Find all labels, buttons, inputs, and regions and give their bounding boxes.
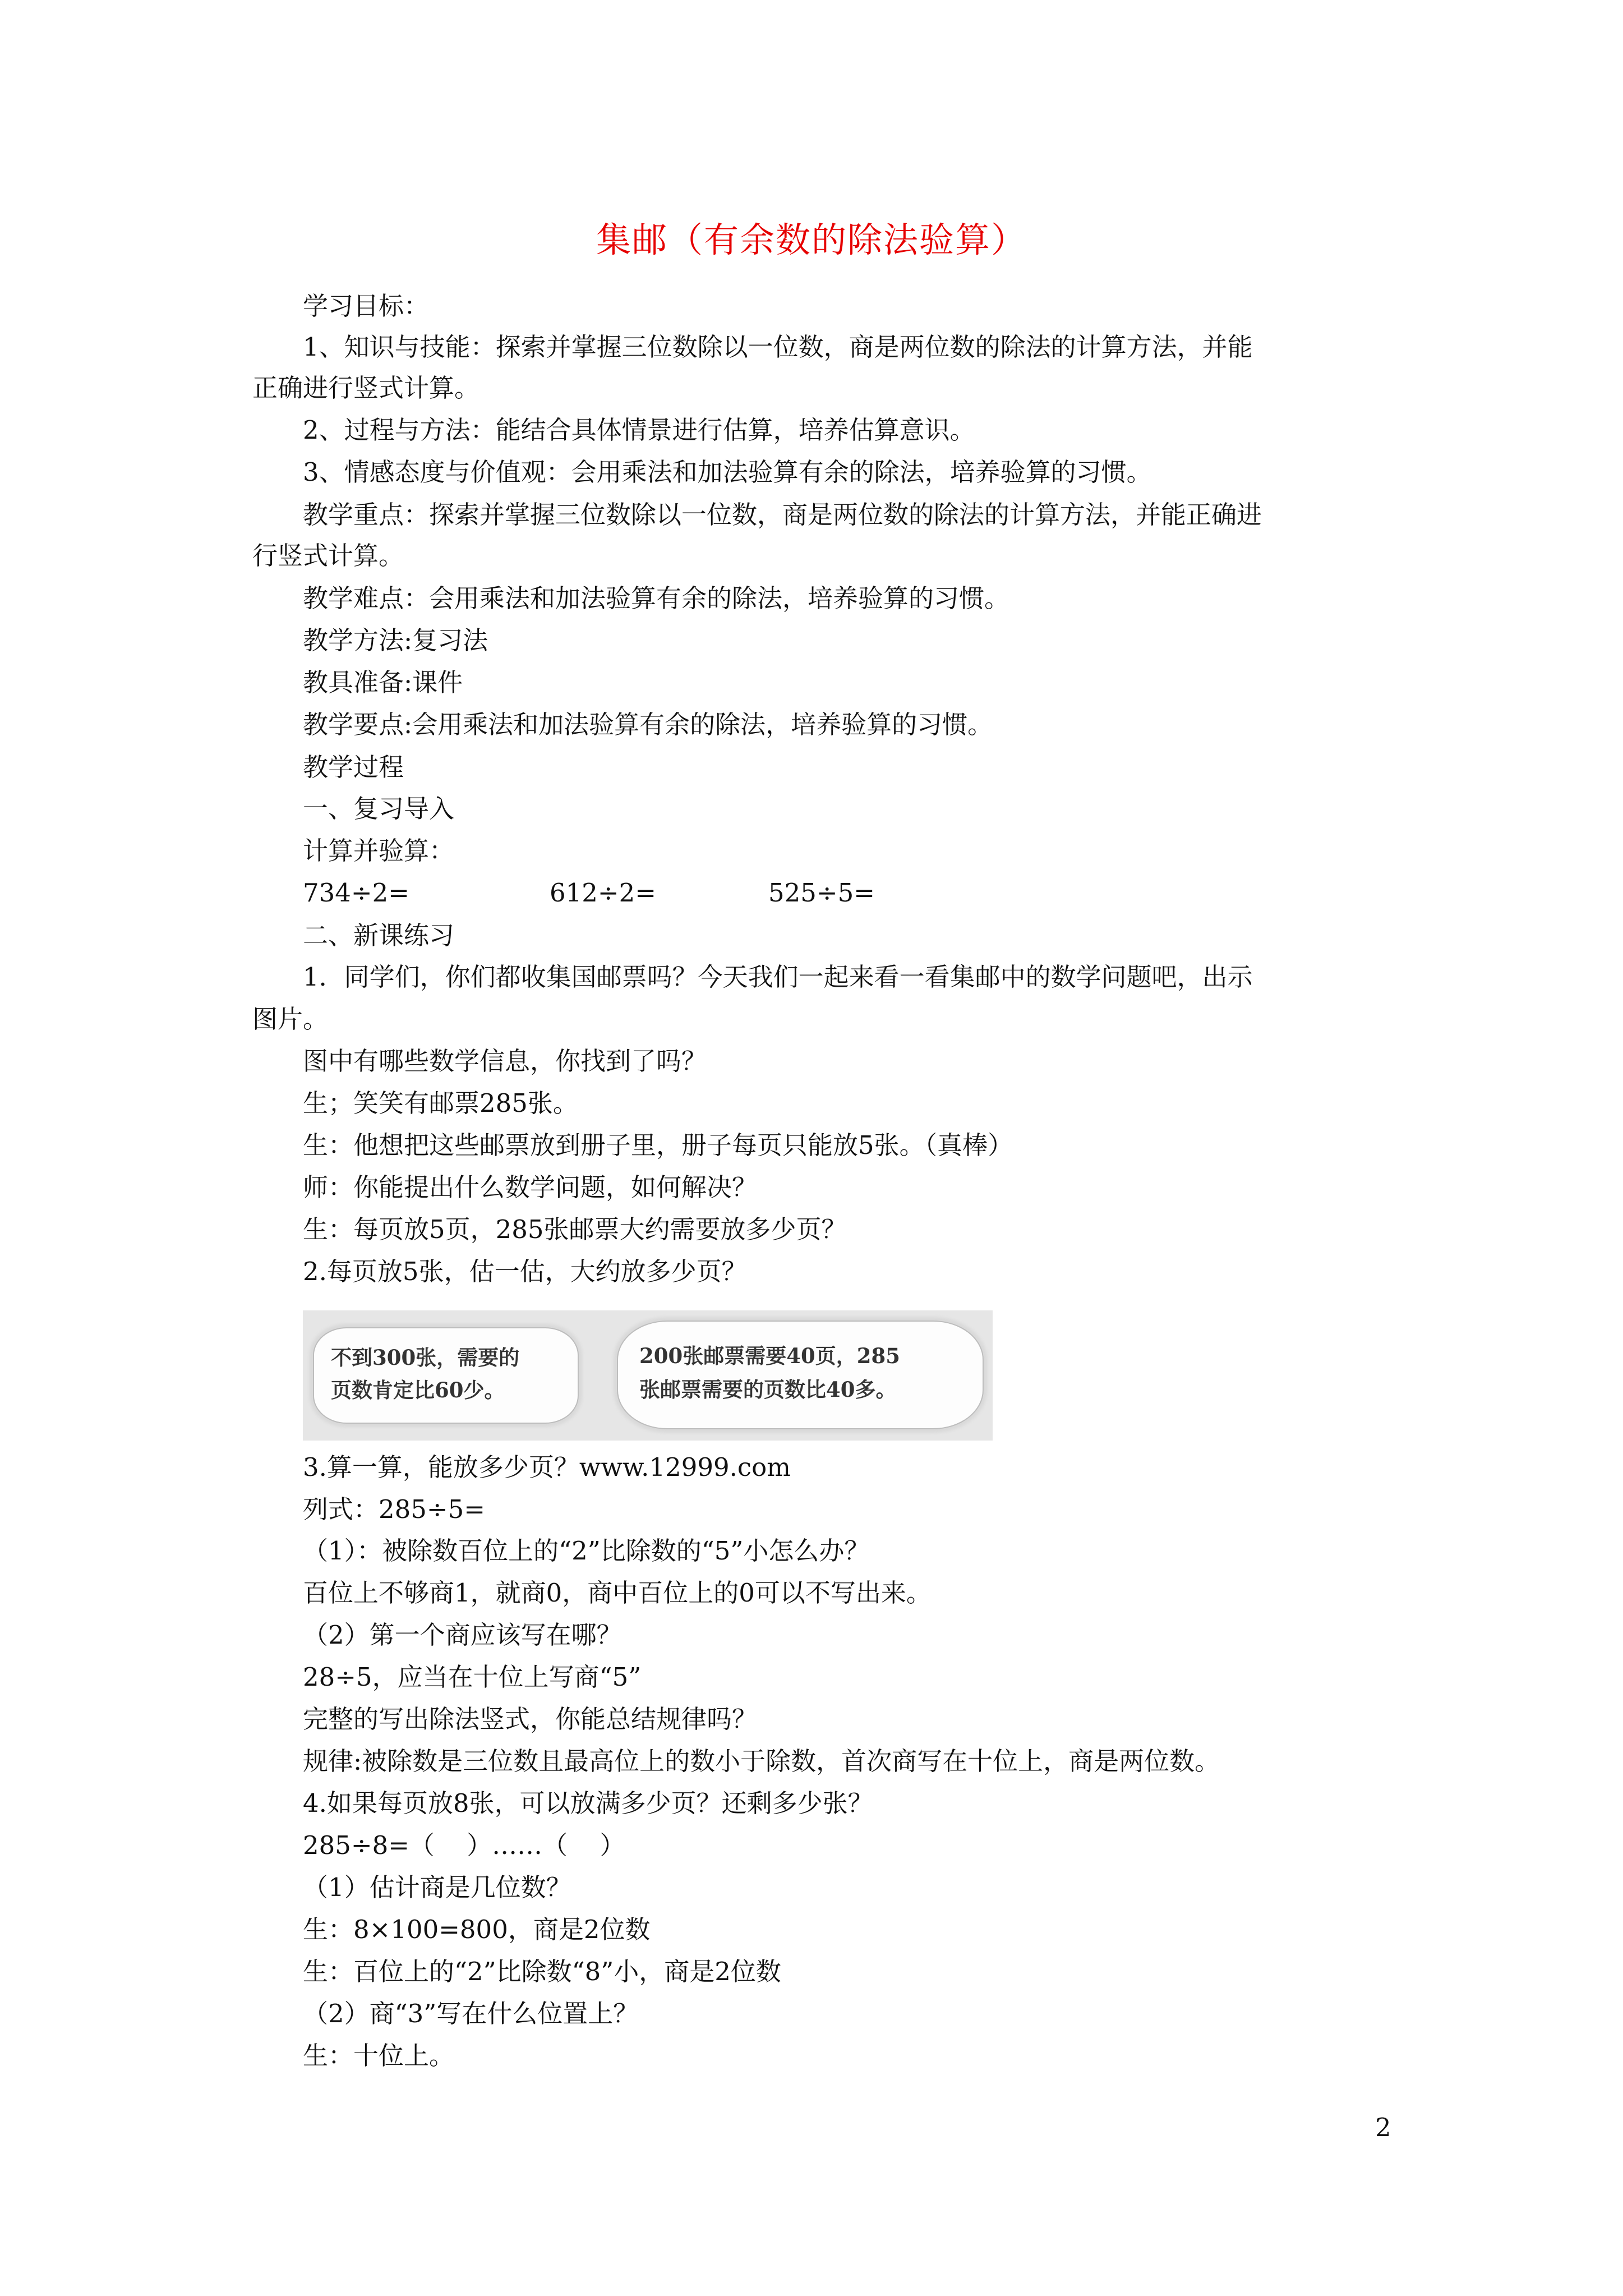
bubble-text: 页数肯定比60少。 xyxy=(331,1378,505,1402)
text-line: 生：十位上。 xyxy=(303,2041,455,2070)
text-line: 285÷8=（ ）……（ ） xyxy=(303,1830,625,1860)
text-line: 生；笑笑有邮票285张。 xyxy=(303,1088,578,1118)
text-line: 2.每页放5张，估一估，大约放多少页？ xyxy=(303,1257,747,1286)
text-line: 生：8×100=800，商是2位数 xyxy=(303,1915,651,1944)
text-line: 教学方法:复习法 xyxy=(303,625,488,655)
text-line: 4.如果每页放8张，可以放满多少页？还剩多少张？ xyxy=(303,1788,873,1818)
text-line: 学习目标： xyxy=(303,291,430,321)
bubble-text: 不到300张，需要的 xyxy=(331,1345,520,1370)
bubble-text: 张邮票需要的页数比40多。 xyxy=(639,1377,897,1402)
text-line: 1、知识与技能：探索并掌握三位数除以一位数，商是两位数的除法的计算方法，并能 xyxy=(303,332,1253,362)
text-line: 列式：285÷5= xyxy=(303,1494,485,1524)
page-title: 集邮（有余数的除法验算） xyxy=(596,219,1027,260)
text-line: 正确进行竖式计算。 xyxy=(252,373,480,403)
text-line: 计算并验算： xyxy=(303,836,455,866)
text-line: 师：你能提出什么数学问题，如何解决？ xyxy=(303,1172,758,1202)
exercise-item: 734÷2= xyxy=(303,878,409,908)
text-line: （2）商“3”写在什么位置上？ xyxy=(303,1999,639,2028)
bubble-text: 200张邮票需要40页，285 xyxy=(639,1343,900,1368)
text-line: 28÷5，应当在十位上写商“5” xyxy=(303,1662,642,1692)
text-line: 教学重点：探索并掌握三位数除以一位数，商是两位数的除法的计算方法，并能正确进 xyxy=(303,500,1262,530)
speech-bubbles-image xyxy=(303,1310,993,1441)
text-line: 二、新课练习 xyxy=(303,921,455,950)
text-line: （1）：被除数百位上的“2”比除数的“5”小怎么办？ xyxy=(303,1536,870,1566)
text-line: 图中有哪些数学信息，你找到了吗？ xyxy=(303,1046,707,1076)
text-line: 百位上不够商1，就商0，商中百位上的0可以不写出来。 xyxy=(303,1578,932,1608)
exercise-item: 612÷2= xyxy=(550,878,656,908)
text-line: 教具准备:课件 xyxy=(303,668,463,697)
exercise-item: 525÷5= xyxy=(768,878,875,908)
text-line: 3、情感态度与价值观：会用乘法和加法验算有余的除法，培养验算的习惯。 xyxy=(303,457,1152,487)
text-line: （1）估计商是几位数？ xyxy=(303,1872,571,1902)
text-line: （2）第一个商应该写在哪？ xyxy=(303,1620,622,1650)
text-line: 3.算一算，能放多少页？www.12999.com xyxy=(303,1452,791,1482)
text-line: 2、过程与方法：能结合具体情景进行估算，培养估算意识。 xyxy=(303,415,975,445)
text-line: 生：每页放5页，285张邮票大约需要放多少页？ xyxy=(303,1214,847,1244)
text-line: 生：他想把这些邮票放到册子里，册子每页只能放5张。（真棒） xyxy=(303,1130,1013,1160)
text-line: 教学难点：会用乘法和加法验算有余的除法，培养验算的习惯。 xyxy=(303,583,1010,613)
text-line: 规律:被除数是三位数且最高位上的数小于除数，首次商写在十位上，商是两位数。 xyxy=(303,1746,1220,1776)
text-line: 1．同学们，你们都收集国邮票吗？今天我们一起来看一看集邮中的数学问题吧，出示 xyxy=(303,962,1253,992)
text-line: 图片。 xyxy=(252,1004,329,1034)
text-line: 生：百位上的“2”比除数“8”小，商是2位数 xyxy=(303,1957,781,1986)
text-line: 完整的写出除法竖式，你能总结规律吗？ xyxy=(303,1704,758,1734)
text-line: 一、复习导入 xyxy=(303,794,455,823)
page-number: 2 xyxy=(1375,2113,1391,2142)
text-line: 教学过程 xyxy=(303,752,404,782)
text-line: 行竖式计算。 xyxy=(252,541,404,570)
text-line: 教学要点:会用乘法和加法验算有余的除法，培养验算的习惯。 xyxy=(303,710,993,739)
